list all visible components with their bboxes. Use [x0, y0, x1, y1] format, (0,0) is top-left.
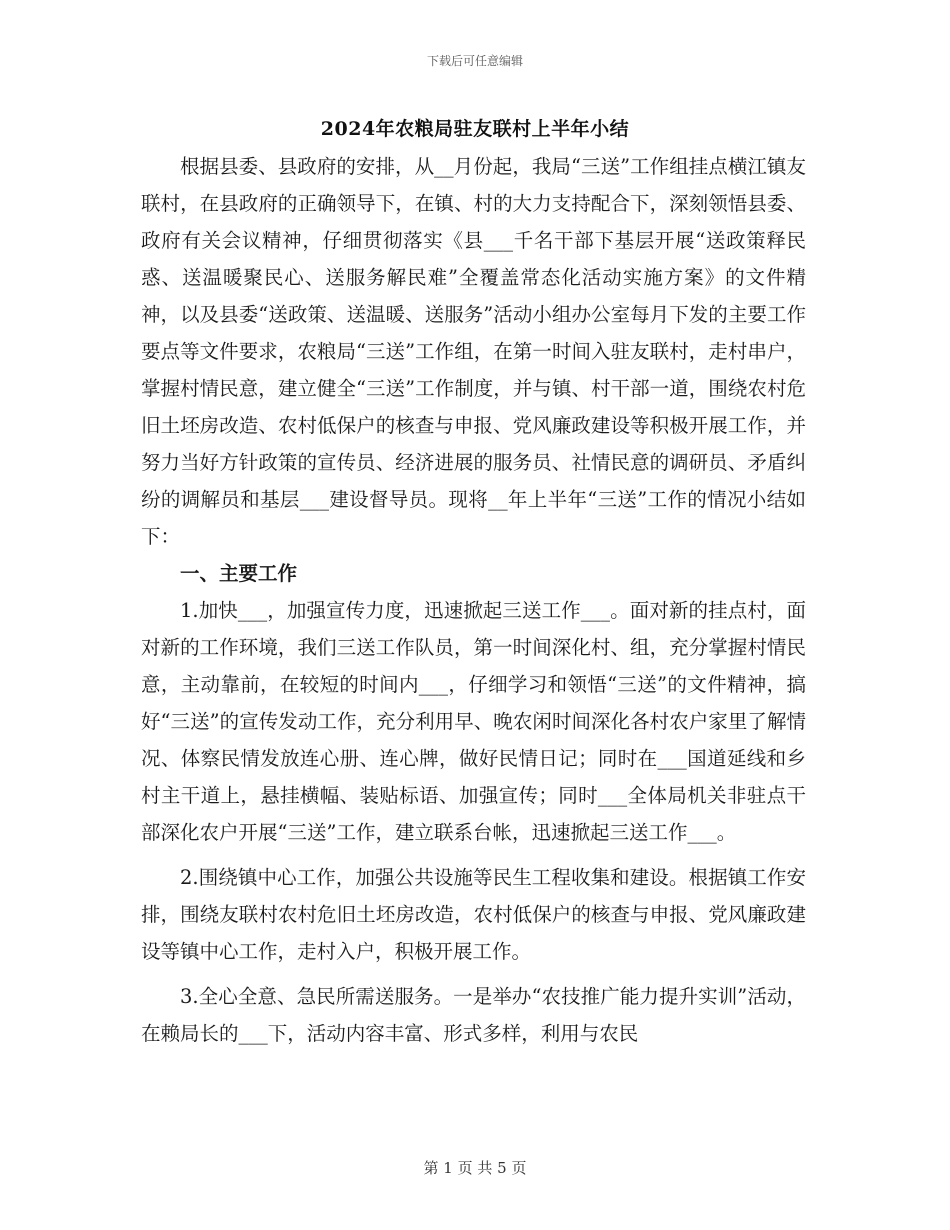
paragraph-spacer: [141, 970, 806, 978]
paragraph-item-2: 2.围绕镇中心工作，加强公共设施等民生工程收集和建设。根据镇工作安排，围绕友联村农村危旧土坯房改造，农村低保户的核查与申报、党风廉政建设等镇中心工作，走村入户，积极开展工作。: [141, 866, 806, 963]
paragraph-spacer: [141, 851, 806, 859]
document-title: 2024年农粮局驻友联村上半年小结: [320, 118, 630, 140]
header-note: 下载后可任意编辑: [426, 54, 523, 68]
document-body: [141, 148, 806, 1052]
section-heading-main-work: 一、主要工作: [180, 562, 298, 585]
page-number-footer: 第 1 页 共 5 页: [423, 1159, 527, 1177]
paragraph-item-3: 3.全心全意、急民所需送服务。一是举办“农技推广能力提升实训”活动，在赖局长的___下，活动内容丰富、形式多样，利用与农民: [141, 985, 806, 1045]
intro-paragraph: 根据县委、县政府的安排，从__月份起，我局“三送”工作组挂点横江镇友联村，在县政府的正确领导下，在镇、村的大力支持配合下，深刻领悟县委、政府有关会议精神，仔细贯彻落实《县___千名干部下基层开展“送政策释民惑、送温暖聚民心、送服务解民难”全覆盖常态化活动实施方案》的文件精神，以及县委“送政策、送温暖、送服务”活动小组办公室每月下发的主要工作要点等文件要求，农粮局“三送”工作组，在第一时间入驻友联村，走村串户，掌握村情民意，建立健全“三送”工作制度，并与镇、村干部一道，围绕农村危旧土坯房改造、农村低保户的核查与申报、党风廉政建设等积极开展工作，并努力当好方针政策的宣传员、经济进展的服务员、社情民意的调研员、矛盾纠纷的调解员和基层___建设督导员。现将__年上半年“三送”工作的情况小结如下：: [141, 155, 806, 548]
paragraph-item-1: 1.加快___，加强宣传力度，迅速掀起三送工作___。面对新的挂点村，面对新的工作环境，我们三送工作队员，第一时间深化村、组，充分掌握村情民意，主动靠前，在较短的时间内___，仔细学习和领悟“三送”的文件精神，搞好“三送”的宣传发动工作，充分利用早、晚农闲时间深化各村农户家里了解情况、体察民情发放连心册、连心牌，做好民情日记；同时在___国道延线和乡村主干道上，悬挂横幅、装贴标语、加强宣传；同时___全体局机关非驻点干部深化农户开展“三送”工作，建立联系台帐，迅速掀起三送工作___。: [141, 599, 806, 844]
